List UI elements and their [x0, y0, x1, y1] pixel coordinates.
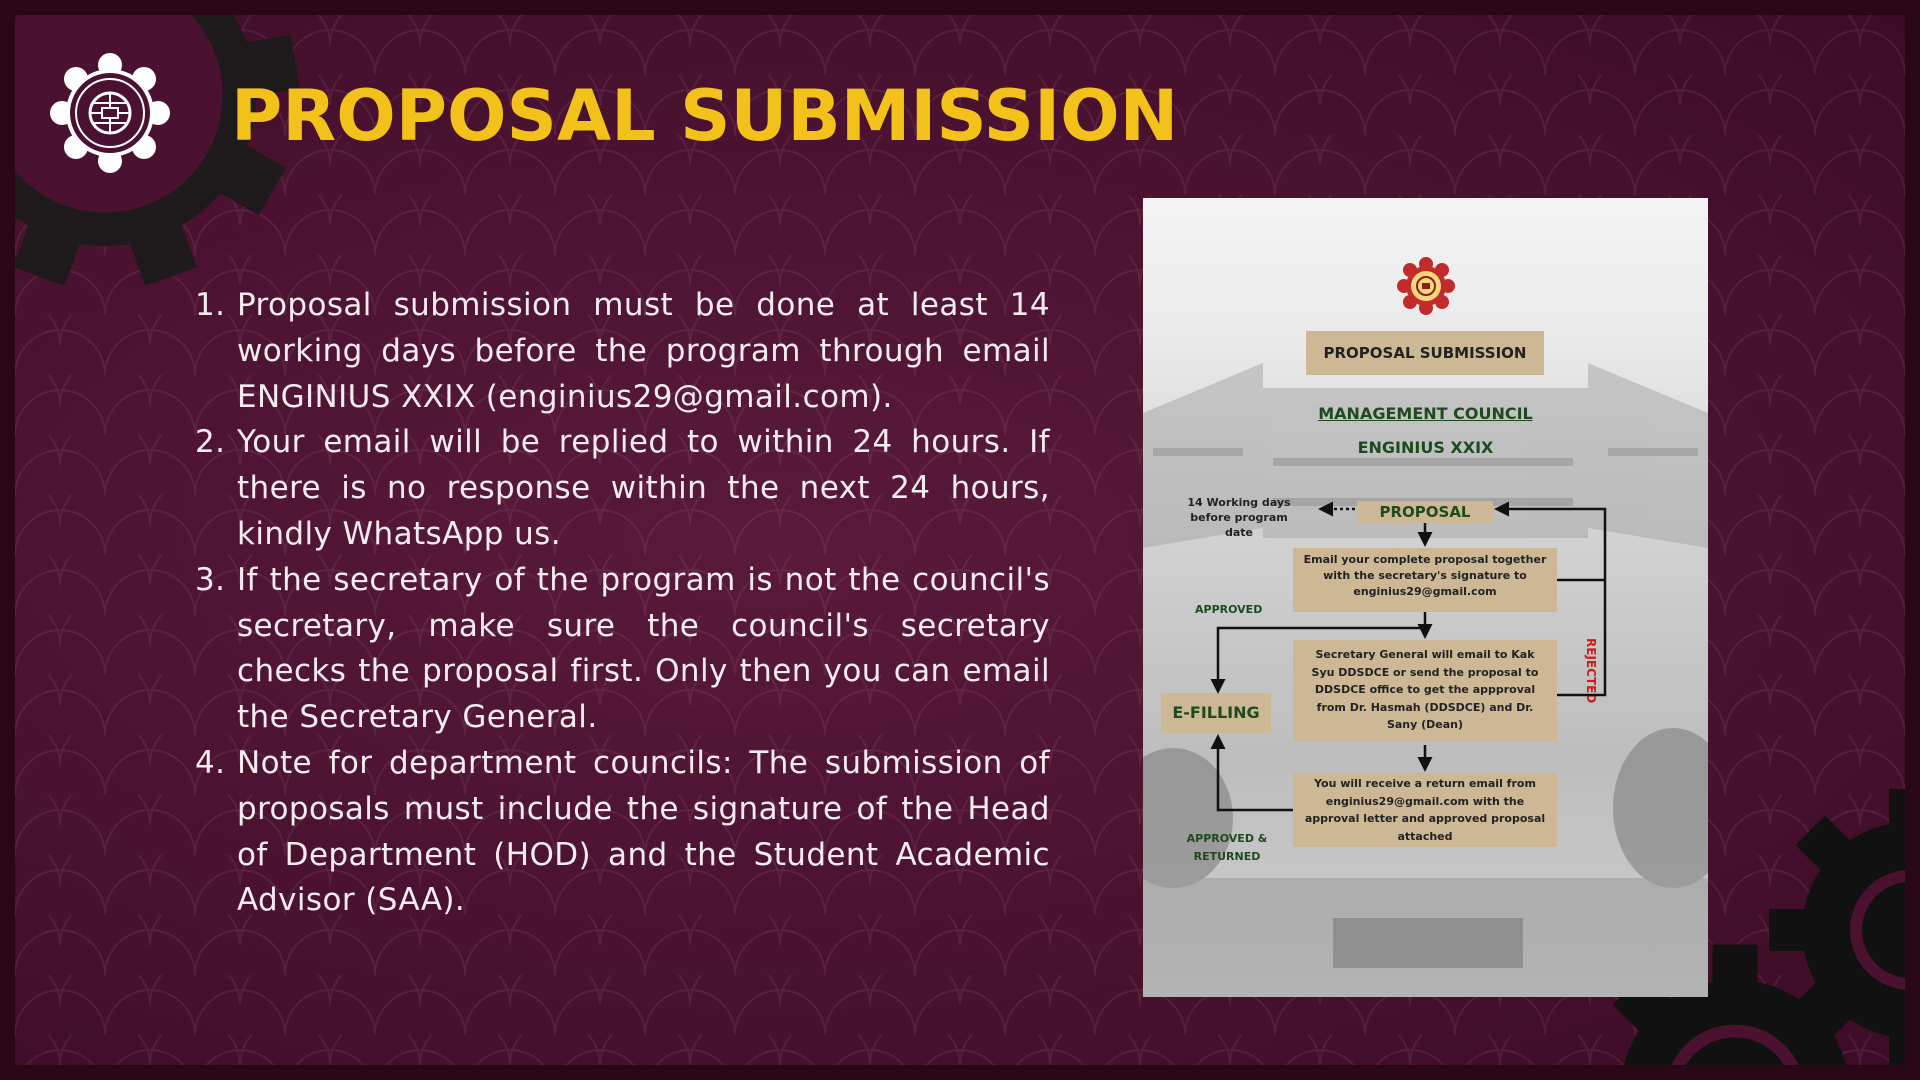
step-line: Secretary General will email to Kak [1315, 648, 1535, 661]
approved-returned-line: RETURNED [1193, 850, 1261, 863]
page-title: PROPOSAL SUBMISSION [231, 75, 1179, 157]
step-line: enginius29@gmail.com [1353, 585, 1497, 598]
list-item [195, 420, 1050, 557]
working-days-line: 14 Working days [1187, 496, 1291, 509]
society-logo [40, 43, 180, 183]
step-line: Syu DDSDCE or send the proposal to [1311, 665, 1539, 679]
step-line: DDSDCE office to get the appproval [1314, 683, 1536, 696]
step-line: approval letter and approved proposal [1304, 812, 1546, 825]
list-text: If the secretary of the program is not the council's secretary, make sure the council's secretary checks the proposal first. Only then you can email the Secretary General. [237, 561, 1050, 736]
proposal-node: PROPOSAL [1357, 501, 1493, 523]
approved-returned-line: APPROVED & [1186, 832, 1268, 845]
poster-header: PROPOSAL SUBMISSION [1306, 331, 1544, 375]
step-line: with the secretary's signature to [1323, 569, 1527, 582]
step-line: Sany (Dean) [1386, 718, 1464, 731]
poster-subtitle: MANAGEMENT COUNCIL [1318, 404, 1533, 423]
approved-label: APPROVED [1195, 603, 1263, 616]
arrow-icon [1218, 737, 1293, 810]
rejected-label: REJECTED [1584, 638, 1598, 704]
step-line: from Dr. Hasmah (DDSDCE) and Dr. [1316, 700, 1534, 714]
list-item [195, 741, 1050, 924]
list-item [195, 558, 1050, 741]
arrow-icon [1497, 509, 1605, 695]
step-line: Email your complete proposal together [1303, 553, 1547, 566]
efilling-node: E-FILLING [1161, 693, 1271, 733]
list-text: Note for department councils: The submission of proposals must include the signature of the Head of Department (HOD) and the Student Academic Advisor (SAA). [237, 744, 1050, 919]
slide [15, 15, 1905, 1065]
flowchart-poster [1143, 198, 1708, 997]
list-text: Proposal submission must be done at least 14 working days before the program through email ENGINIUS XXIX (enginius29@gmail.com). [237, 287, 1050, 415]
list-item [195, 283, 1050, 420]
list-number: 3. [195, 561, 226, 598]
step-line: You will receive a return email from [1314, 777, 1536, 790]
step-line: attached [1397, 829, 1453, 843]
flow-arrows [1143, 198, 1708, 997]
arrow-icon [1218, 628, 1425, 691]
working-days-line: before program date [1190, 511, 1288, 539]
list-number: 1. [195, 287, 226, 323]
list-number: 2. [195, 424, 226, 461]
poster-org: ENGINIUS XXIX [1357, 438, 1494, 457]
step-line: enginius29@gmail.com with the [1325, 794, 1525, 808]
list-number: 4. [195, 744, 226, 781]
instruction-list [195, 283, 1050, 924]
list-text: Your email will be replied to within 24 hours. If there is no response within the next 24 hours, kindly WhatsApp us. [237, 424, 1050, 552]
